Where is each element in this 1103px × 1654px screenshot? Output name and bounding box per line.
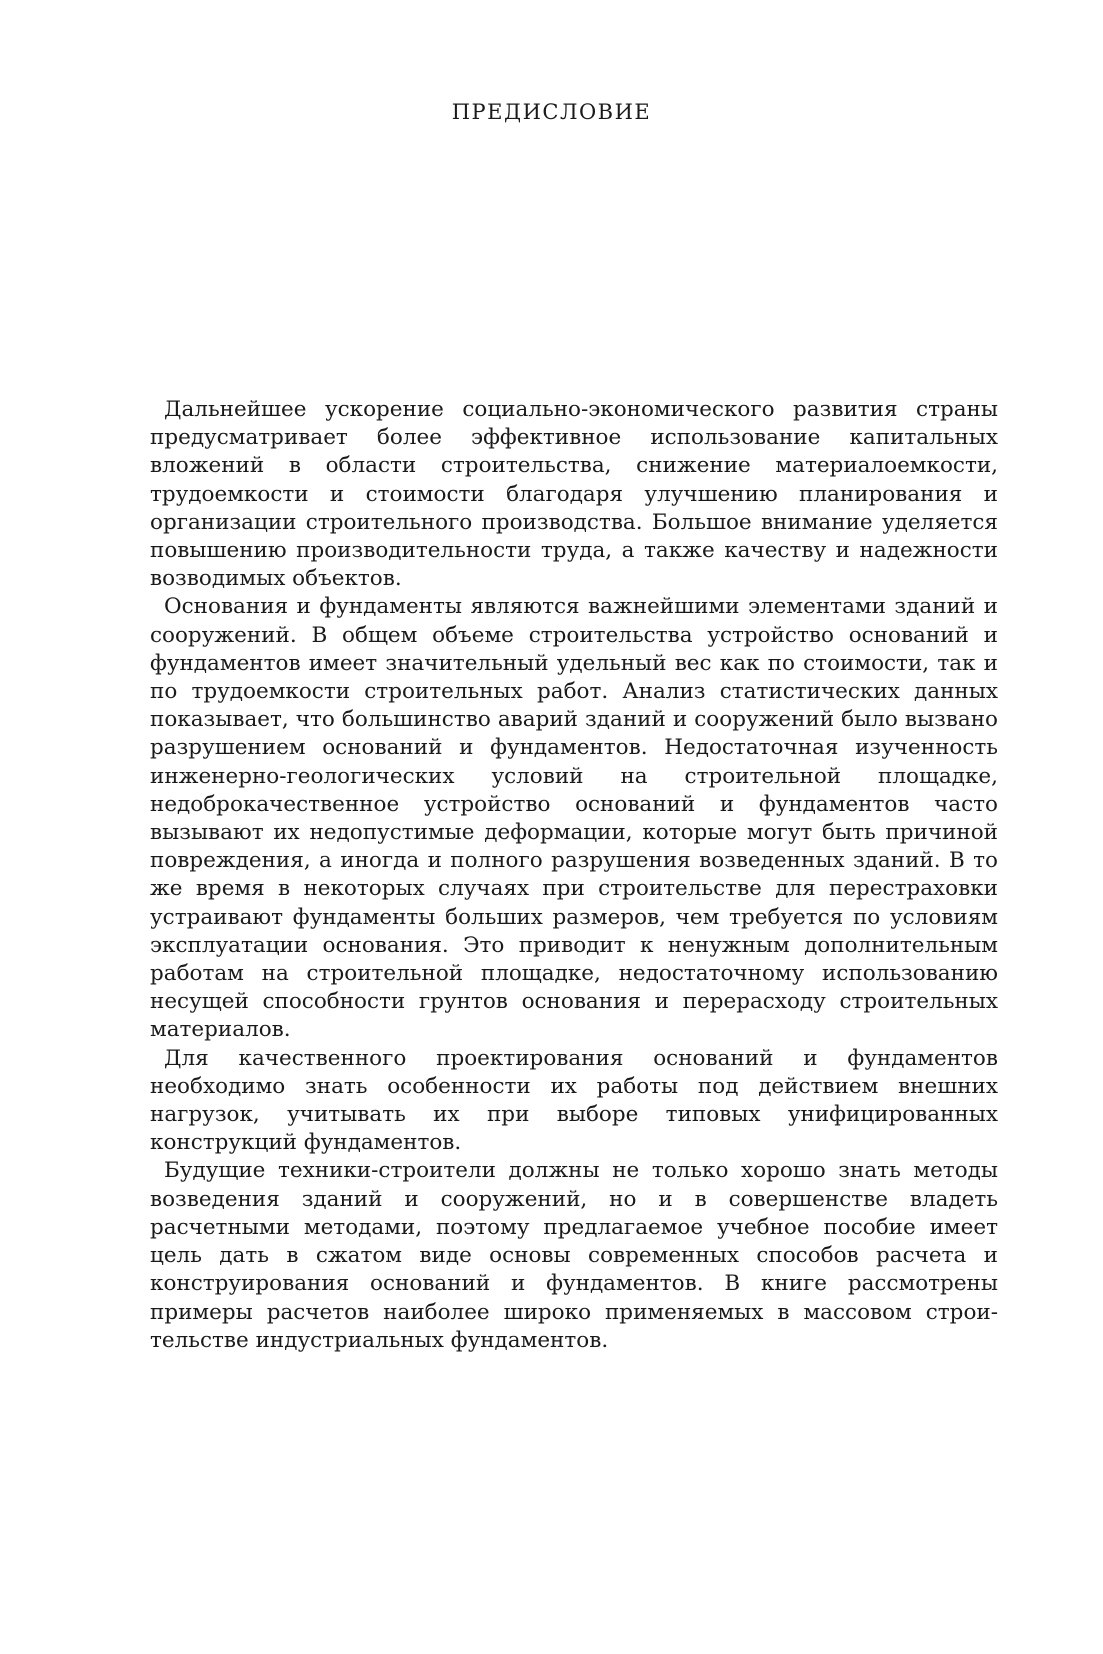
paragraph-1: Дальнейшее ускорение социально-экономического развития страны предусматривает более эффективное использование капитальных вложений в области строительства, снижение материалоемкости, трудоемкости и стоимости благодаря улучшению планирования и организации строительного производства. Большое внимание уделяется повышению производительности труда, а также качеству и надежности возводимых объектов.	[150, 397, 998, 592]
page-title: ПРЕДИСЛОВИЕ	[451, 100, 652, 124]
body-text	[150, 396, 998, 1355]
paragraph-3: Для качественного проектирования оснований и фундаментов необходимо знать особенности их работы под действием внешних нагрузок, учитывать их при выборе типовых унифицированных конструкций фундаментов.	[150, 1045, 998, 1156]
paragraph-2: Основания и фундаменты являются важнейшими элементами зданий и сооружений. В общем объеме строительства устройство оснований и фундаментов имеет значительный удельный вес как по стоимости, так и по трудоемкости строительных работ. Анализ статистических данных показывает, что большинство аварий зданий и сооружений было вызвано разрушением оснований и фундаментов. Недостаточная изученность инженерно-геологических условий на строительной площадке, недоброкачественное устройство оснований и фундаментов часто вызывают их недопустимые деформации, которые могут быть причиной повреждения, а иногда и полного разрушения возведенных зданий. В то же время в некоторых случаях при строительстве для перестраховки устраивают фундаменты больших размеров, чем требуется по условиям эксплуатации основания. Это приводит к ненужным дополнительным работам на строительной площадке, недостаточному использованию несущей способности грунтов основания и перерасходу строительных материалов.	[150, 594, 998, 1043]
paragraph-4: Будущие техники-строители должны не только хорошо знать методы возведения зданий и сооружений, но и в совершенстве владеть расчетными методами, поэтому предлагаемое учебное пособие имеет цель дать в сжатом виде основы современных способов расчета и конструирования оснований и фундаментов. В книге рассмотрены примеры расчетов наиболее широко применяемых в массовом строительстве индустриальных фундаментов.	[150, 1158, 998, 1353]
